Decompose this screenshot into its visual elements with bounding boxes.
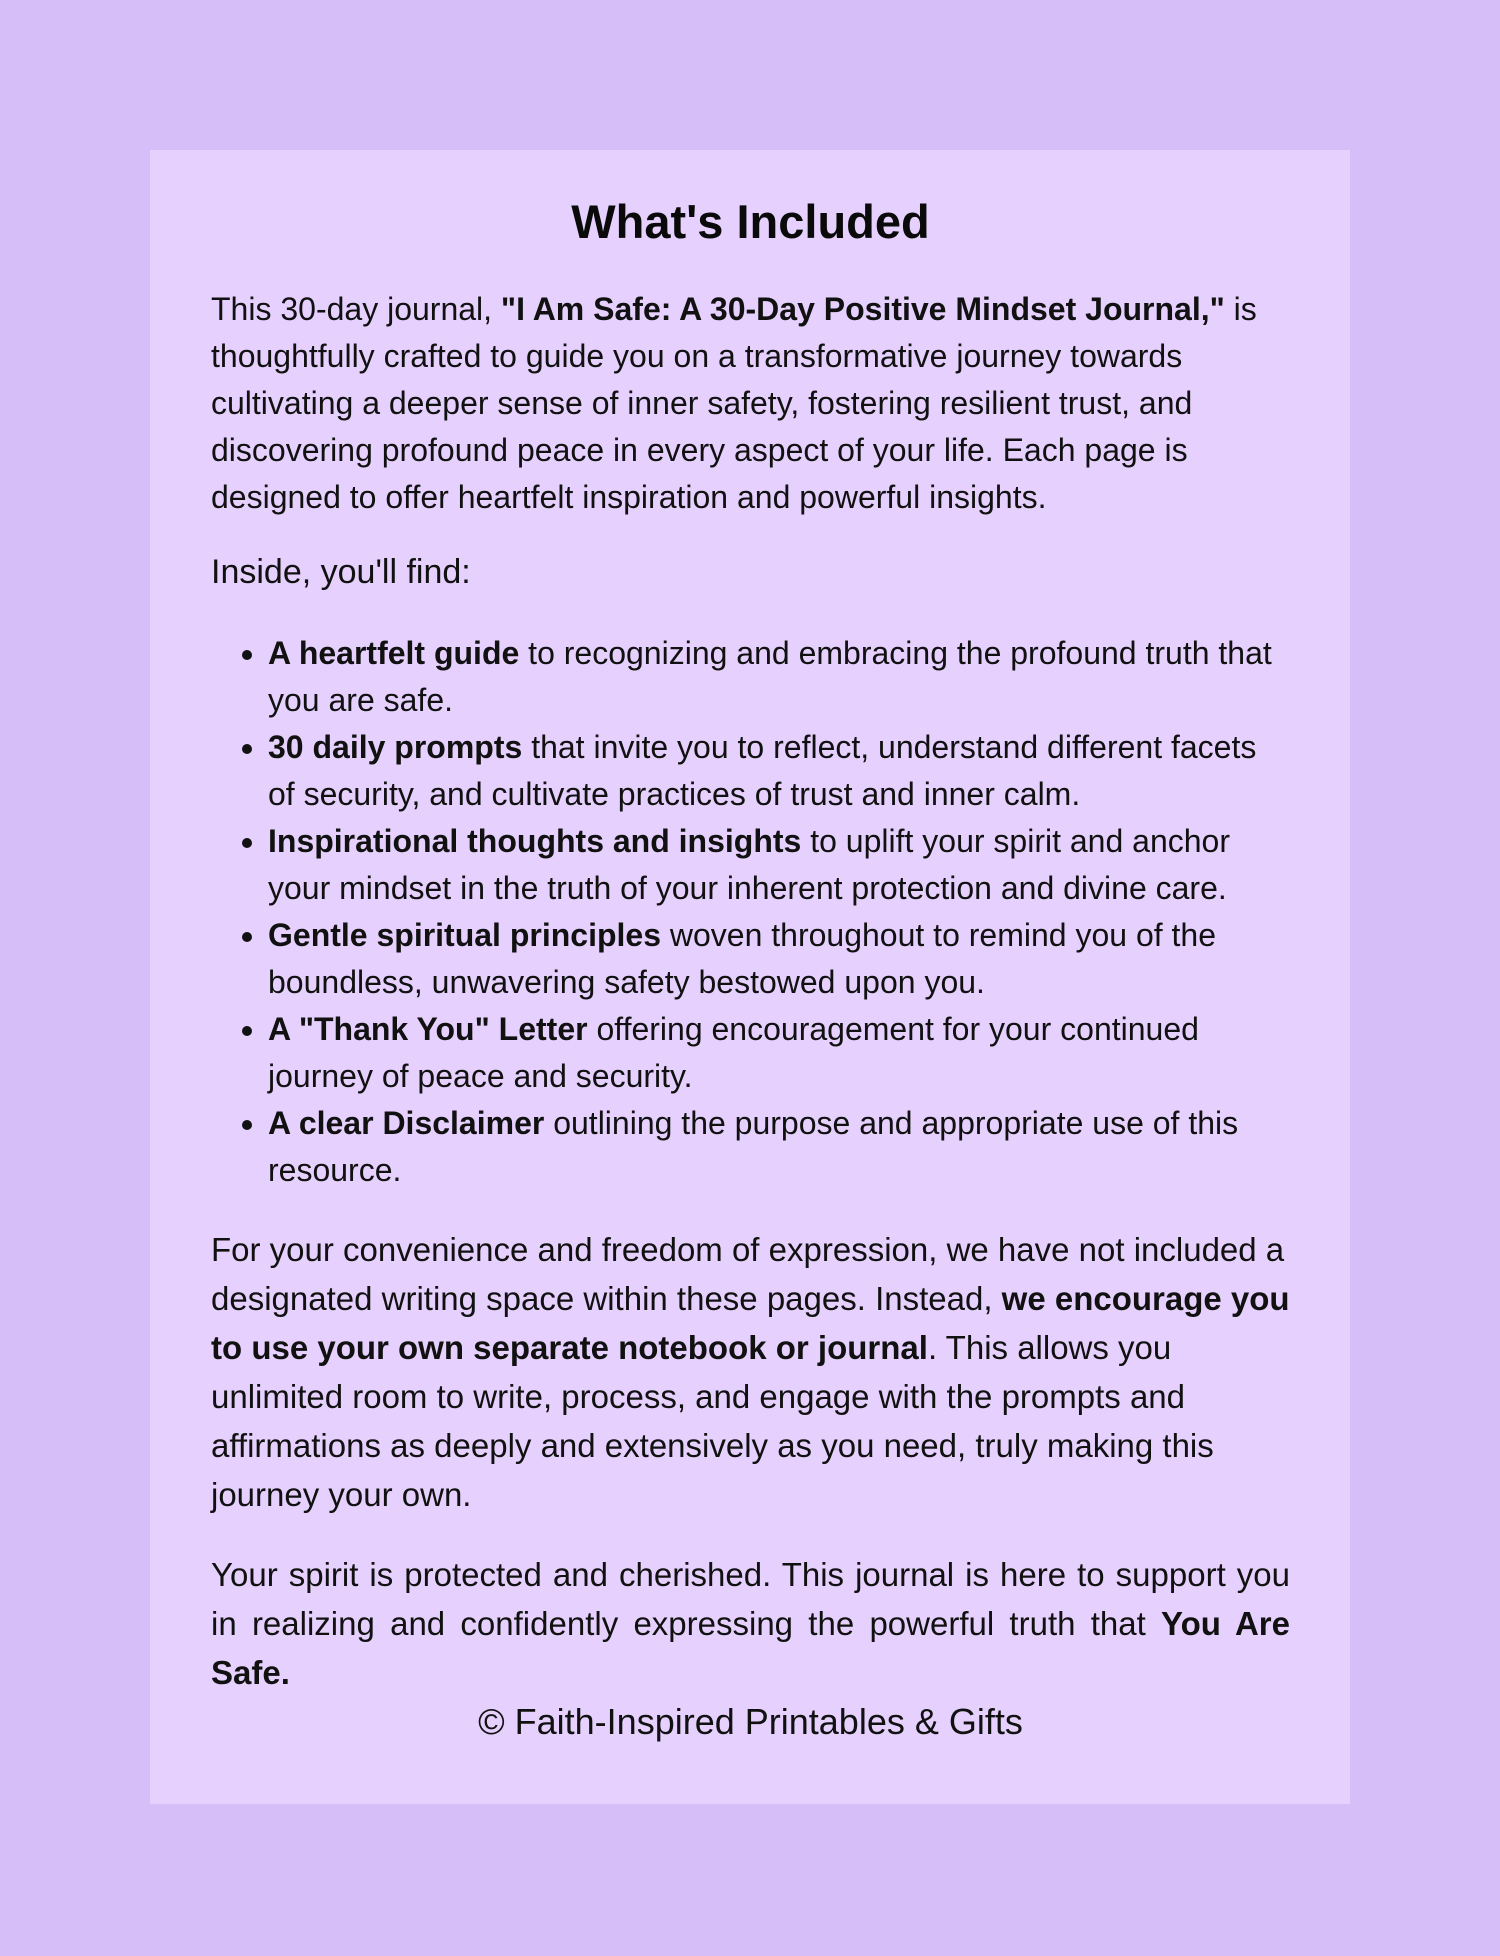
feature-list (211, 630, 1290, 1194)
list-item (268, 1100, 1290, 1194)
note-text-after: . This allows you unlimited room to write, process, and engage with the prompts and affirmations as deeply and extensively as you need, truly making this journey your own. (211, 1329, 1214, 1514)
note-emphasis: we encourage you to use your own separate notebook or journal (211, 1280, 1290, 1367)
copyright-line: © Faith-Inspired Printables & Gifts (478, 1701, 1023, 1743)
feature-description: outlining the purpose and appropriate use of this resource. (268, 1105, 1239, 1189)
feature-description: to recognizing and embracing the profound truth that you are safe. (268, 635, 1272, 719)
feature-description: to uplift your spirit and anchor your mindset in the truth of your inherent protection and divine care. (268, 823, 1230, 907)
feature-description: woven throughout to remind you of the boundless, unwavering safety bestowed upon you. (268, 917, 1216, 1001)
closing-emphasis: You Are Safe. (211, 1605, 1290, 1692)
feature-title: A clear Disclaimer (268, 1105, 545, 1142)
feature-title: Gentle spiritual principles (268, 917, 661, 954)
feature-description: that invite you to reflect, understand different facets of security, and cultivate practices of trust and inner calm. (268, 729, 1257, 813)
intro-text-after: is thoughtfully crafted to guide you on a transformative journey towards cultivating a deeper sense of inner safety, fostering resilient trust, and discovering profound peace in every aspect of your life. Each page is designed to offer heartfelt inspiration and powerful insights. (211, 291, 1257, 516)
feature-title: A "Thank You" Letter (268, 1011, 588, 1048)
closing-text: Your spirit is protected and cherished. This journal is here to support you in realizing and confidently expressing the powerful truth that (211, 1556, 1290, 1643)
notebook-note-paragraph (211, 1225, 1290, 1519)
list-item (268, 1006, 1290, 1100)
note-text-before: For your convenience and freedom of expression, we have not included a designated writing space within these pages. Instead, (211, 1231, 1285, 1318)
feature-title: A heartfelt guide (268, 635, 520, 672)
intro-paragraph (211, 286, 1290, 521)
content-card (150, 150, 1350, 1804)
page-title: What's Included (571, 195, 930, 248)
list-item (268, 630, 1290, 724)
journal-name: "I Am Safe: A 30-Day Positive Mindset Journal," (500, 291, 1225, 328)
inside-lead: Inside, you'll find: (211, 553, 471, 592)
list-item (268, 912, 1290, 1006)
list-item (268, 724, 1290, 818)
feature-description: offering encouragement for your continued journey of peace and security. (268, 1011, 1199, 1095)
feature-title: 30 daily prompts (268, 729, 523, 766)
closing-paragraph (211, 1550, 1290, 1697)
list-item (268, 818, 1290, 912)
feature-title: Inspirational thoughts and insights (268, 823, 802, 860)
intro-text-before: This 30-day journal, (211, 291, 501, 328)
